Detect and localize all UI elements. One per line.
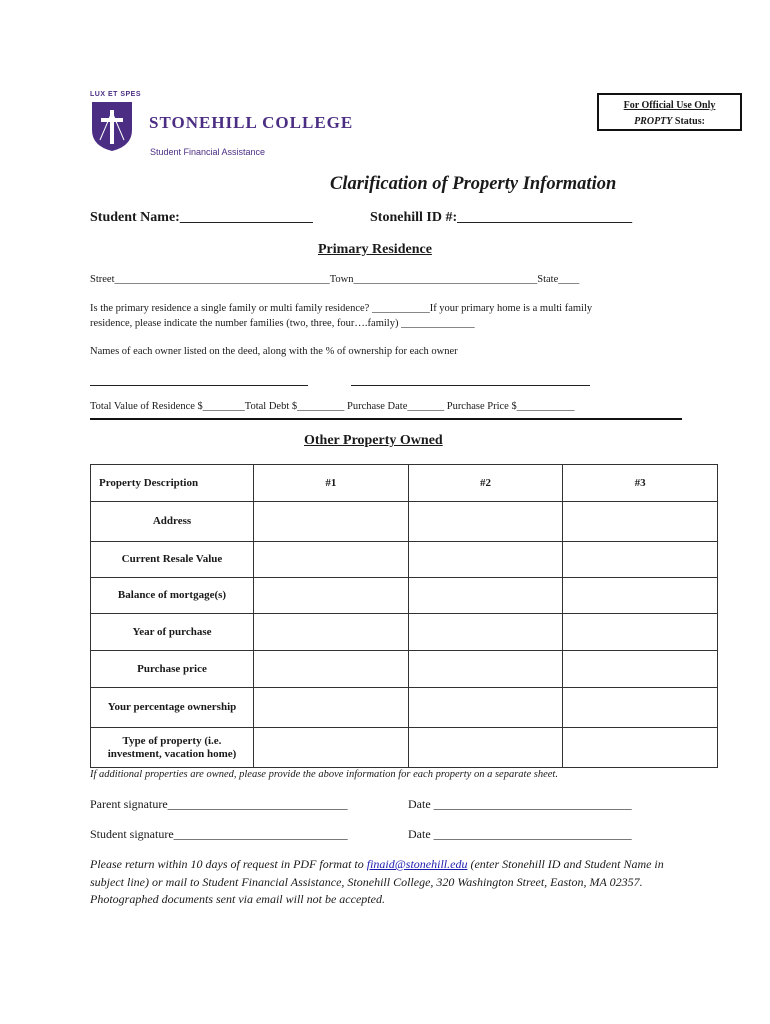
status-label: Status: (674, 116, 705, 127)
college-name: STONEHILL COLLEGE (149, 113, 354, 132)
table-cell[interactable] (408, 542, 563, 578)
table-cell[interactable] (563, 688, 718, 728)
return-text-start: Please return within 10 days of request in PDF format to (90, 857, 367, 871)
address-fields[interactable]: Street_________________________________________Town___________________________________State____ (90, 274, 580, 285)
column-header: Property Description (91, 465, 254, 502)
table-cell[interactable] (408, 502, 563, 542)
row-label: Address (91, 502, 254, 542)
return-instructions (90, 856, 690, 909)
table-cell[interactable] (408, 614, 563, 651)
other-property-heading: Other Property Owned (304, 433, 443, 448)
table-cell[interactable] (563, 728, 718, 768)
table-row (91, 728, 718, 768)
parent-signature-field[interactable]: Parent signature______________________________ (90, 797, 348, 811)
college-shield-logo (90, 100, 134, 152)
property-table (90, 464, 718, 768)
primary-residence-heading: Primary Residence (318, 242, 432, 257)
parent-date-field[interactable]: Date _________________________________ (408, 797, 632, 811)
form-title: Clarification of Property Information (330, 174, 617, 194)
table-row (91, 651, 718, 688)
table-cell[interactable] (254, 651, 409, 688)
return-text-end: (enter Stonehill ID and Student Name in subject line) or mail to Student Financial Assistance, Stonehill College, 320 Washington Street, Easton, MA 02357. Photographed documents sent via email will not be accepted. (90, 857, 664, 906)
column-header: #1 (254, 465, 409, 502)
row-label: Year of purchase (91, 614, 254, 651)
table-row (91, 578, 718, 614)
table-cell[interactable] (408, 728, 563, 768)
additional-properties-note: If additional properties are owned, please provide the above information for each property on a separate sheet. (90, 769, 558, 780)
table-cell[interactable] (563, 651, 718, 688)
residence-type-question[interactable]: Is the primary residence a single family or multi family residence? ___________If your primary home is a multi family (90, 303, 593, 314)
propty-label: PROPTY (634, 116, 673, 127)
student-signature-field[interactable]: Student signature_____________________________ (90, 827, 348, 841)
owner-line-1[interactable] (90, 385, 308, 386)
table-cell[interactable] (254, 688, 409, 728)
row-label: Type of property (i.e. investment, vacation home) (91, 728, 254, 768)
table-cell[interactable] (254, 542, 409, 578)
table-cell[interactable] (408, 651, 563, 688)
table-row (91, 614, 718, 651)
table-cell[interactable] (254, 578, 409, 614)
owner-line-2[interactable] (351, 385, 590, 386)
department-name: Student Financial Assistance (150, 147, 266, 157)
table-cell[interactable] (408, 688, 563, 728)
row-label: Current Resale Value (91, 542, 254, 578)
table-cell[interactable] (563, 614, 718, 651)
row-label: Balance of mortgage(s) (91, 578, 254, 614)
student-name-field[interactable]: Student Name:___________________ (90, 210, 313, 225)
table-cell[interactable] (563, 542, 718, 578)
owners-label: Names of each owner listed on the deed, along with the % of ownership for each owner (90, 346, 458, 357)
student-id-field[interactable]: Stonehill ID #:_________________________ (370, 210, 633, 225)
table-cell[interactable] (254, 614, 409, 651)
row-label: Purchase price (91, 651, 254, 688)
row-label: Your percentage ownership (91, 688, 254, 728)
student-date-field[interactable]: Date _________________________________ (408, 827, 632, 841)
college-motto: LUX ET SPES (90, 91, 142, 98)
column-header: #2 (408, 465, 563, 502)
table-cell[interactable] (563, 502, 718, 542)
table-cell[interactable] (563, 578, 718, 614)
table-row (91, 542, 718, 578)
section-divider (90, 418, 682, 420)
table-header-row (91, 465, 718, 502)
official-use-box (597, 93, 742, 131)
column-header: #3 (563, 465, 718, 502)
table-cell[interactable] (254, 728, 409, 768)
table-row (91, 688, 718, 728)
table-cell[interactable] (408, 578, 563, 614)
official-use-label: For Official Use Only (623, 100, 716, 111)
table-row (91, 502, 718, 542)
table-cell[interactable] (254, 502, 409, 542)
totals-fields[interactable]: Total Value of Residence $________Total Debt $_________ Purchase Date_______ Purchase Price $___________ (90, 401, 575, 412)
email-link[interactable]: finaid@stonehill.edu (366, 857, 468, 871)
family-count-question[interactable]: residence, please indicate the number families (two, three, four….family) ______________ (90, 318, 475, 329)
